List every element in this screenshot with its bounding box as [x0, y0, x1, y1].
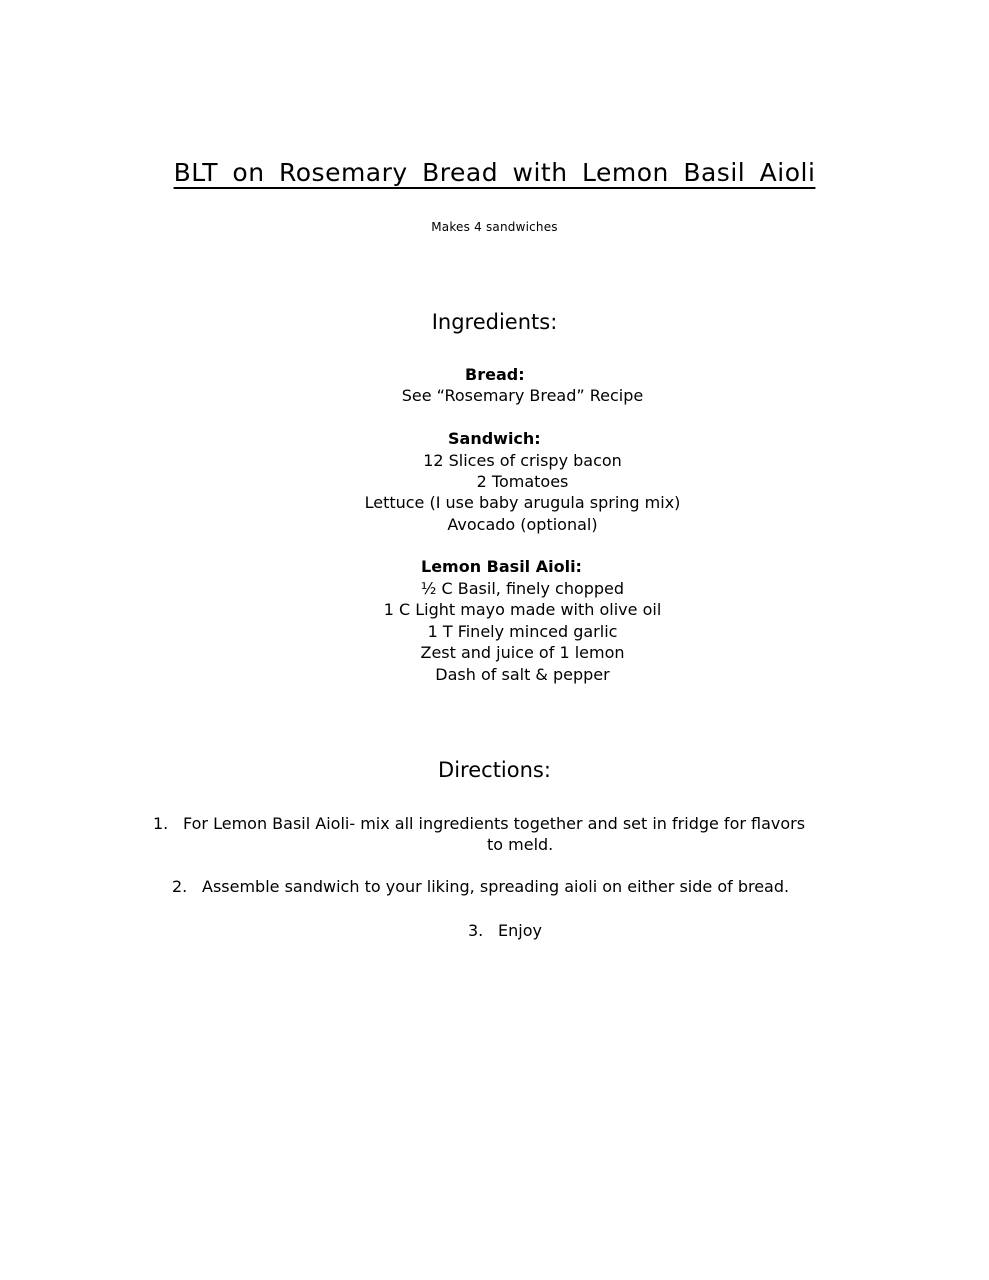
- sandwich-item: 12 Slices of crispy bacon: [423, 451, 622, 470]
- sandwich-item: Lettuce (I use baby arugula spring mix): [364, 493, 681, 512]
- step-number: 2.: [172, 877, 188, 896]
- step-text: Assemble sandwich to your liking, spreading aioli on either side of bread.: [202, 877, 790, 896]
- recipe-yield: Makes 4 sandwiches: [431, 220, 558, 234]
- aioli-item: 1 C Light mayo made with olive oil: [383, 600, 662, 619]
- aioli-item: 1 T Finely minced garlic: [427, 622, 618, 641]
- aioli-item: Dash of salt & pepper: [435, 665, 610, 684]
- step-text: For Lemon Basil Aioli- mix all ingredients together and set in fridge for flavors: [183, 814, 806, 833]
- aioli-item: ½ C Basil, finely chopped: [420, 579, 625, 598]
- directions-heading: Directions:: [438, 758, 551, 782]
- bread-heading: Bread:: [465, 365, 525, 384]
- recipe-title: BLT on Rosemary Bread with Lemon Basil Aioli: [173, 158, 816, 187]
- aioli-item: Zest and juice of 1 lemon: [420, 643, 625, 662]
- direction-step: [172, 877, 789, 896]
- sandwich-heading: Sandwich:: [448, 429, 541, 448]
- ingredients-heading: Ingredients:: [431, 310, 558, 334]
- bread-item: See “Rosemary Bread” Recipe: [401, 386, 644, 405]
- direction-step-continued: to meld.: [487, 835, 554, 854]
- sandwich-item: 2 Tomatoes: [476, 472, 569, 491]
- step-number: 3.: [468, 921, 484, 940]
- sandwich-item: Avocado (optional): [447, 515, 598, 534]
- aioli-heading: Lemon Basil Aioli:: [421, 557, 582, 576]
- direction-step: [153, 814, 805, 833]
- direction-step: [468, 921, 542, 940]
- step-text: Enjoy: [498, 921, 542, 940]
- step-number: 1.: [153, 814, 169, 833]
